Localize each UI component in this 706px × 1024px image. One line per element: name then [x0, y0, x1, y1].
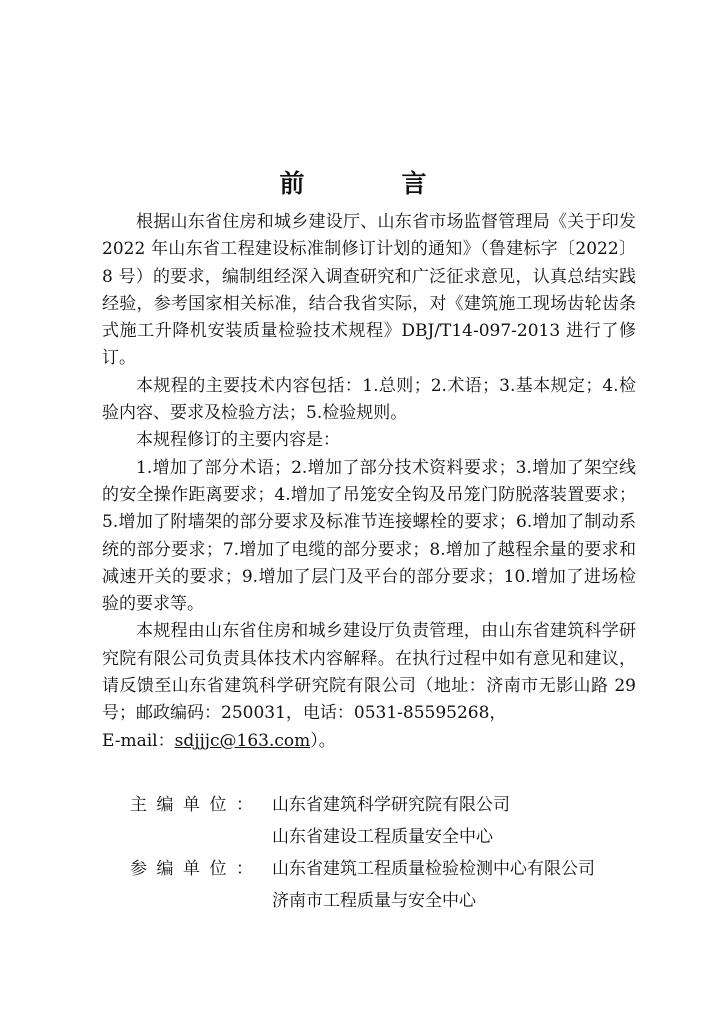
email-prefix: E-mail：	[102, 730, 175, 751]
paragraph-background: 根据山东省住房和城乡建设厅、山东省市场监督管理局《关于印发 2022 年山东省工程建设标准制修订计划的通知》（鲁建标字〔2022〕8 号）的要求，编制组经深入调查研究和广泛征求意见，认真总结实践经验，参考国家相关标准，结合我省实际，对《建筑施工现场齿轮齿条式施工升降机安装质量检验技术规程》DBJ/T14-097-2013 进行了修订。	[102, 212, 636, 369]
preface-body	[102, 209, 636, 755]
chief-unit-row	[130, 822, 650, 852]
email-link[interactable]: sdjjjc@163.com	[174, 730, 311, 751]
participating-unit-2: 济南市工程质量与安全中心	[272, 891, 476, 911]
page-title: 前 言	[279, 169, 463, 198]
chief-unit-row	[130, 790, 650, 820]
chief-unit-label: 主编单位：	[130, 795, 263, 815]
email-suffix: ）。	[310, 730, 336, 751]
paragraph-management: 本规程由山东省住房和城乡建设厅负责管理，由山东省建筑科学研究院有限公司负责具体技术内容解释。在执行过程中如有意见和建议，请反馈至山东省建筑科学研究院有限公司（地址：济南市无影山路 29 号；邮政编码：250031，电话：0531-85595268，	[102, 621, 636, 724]
paragraph-revision-list: 1.增加了部分术语；2.增加了部分技术资料要求；3.增加了架空线的安全操作距离要求；4.增加了吊笼安全钩及吊笼门防脱落装置要求；5.增加了附墙架的部分要求及标准节连接螺栓的要求；6.增加了制动系统的部分要求；7.增加了电缆的部分要求；8.增加了越程余量的要求和减速开关的要求；9.增加了层门及平台的部分要求；10.增加了进场检验的要求等。	[102, 457, 636, 615]
participating-unit-1: 山东省建筑工程质量检验检测中心有限公司	[272, 859, 595, 879]
paragraph-revision-intro: 本规程修订的主要内容是：	[136, 430, 340, 451]
participating-unit-label: 参编单位：	[130, 859, 263, 879]
participating-unit-row	[130, 854, 650, 884]
chief-unit-1: 山东省建筑科学研究院有限公司	[272, 795, 510, 815]
chief-unit-2: 山东省建设工程质量安全中心	[272, 827, 493, 847]
paragraph-main-content: 本规程的主要技术内容包括：1.总则；2.术语；3.基本规定；4.检验内容、要求及检验方法；5.检验规则。	[102, 375, 636, 424]
editing-units	[130, 790, 650, 918]
email-line	[102, 728, 636, 755]
participating-unit-row	[130, 886, 650, 916]
